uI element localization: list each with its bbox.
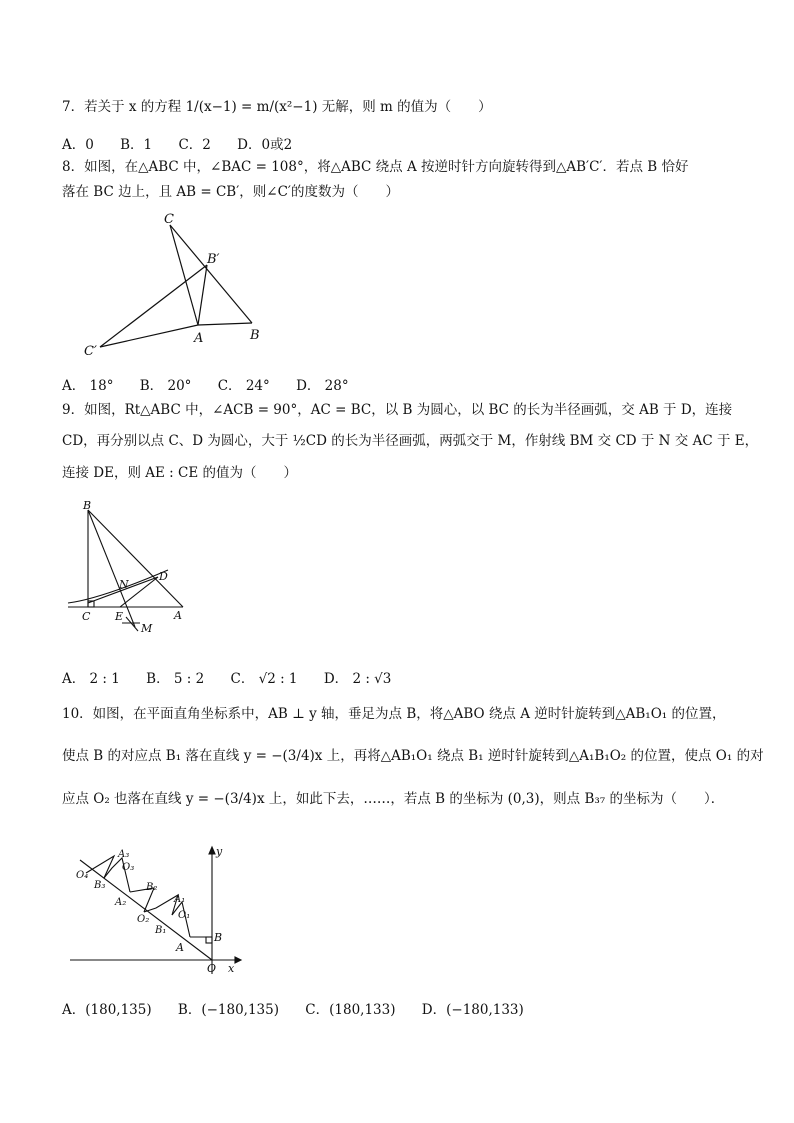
- q7-option-c[interactable]: C．2: [178, 137, 211, 153]
- q10-stem-line2: 使点 B 的对应点 B₁ 落在直线 y = −(3/4)x 上，再将△AB₁O₁ 绕点 B₁ 逆时针旋转到△A₁B₁O₂ 的位置，使点 O₁ 的对: [62, 748, 764, 764]
- q9-label-c: C: [82, 610, 91, 623]
- q10-label-o: O: [207, 962, 217, 975]
- q9-option-b[interactable]: B． 5 : 2: [146, 671, 205, 687]
- q8-figure: [70, 205, 280, 360]
- q8-seg-abp: [198, 265, 207, 325]
- q9-label-e: E: [115, 610, 124, 623]
- q9-ray-bm: [88, 510, 135, 627]
- q10-option-d[interactable]: D．(−180,133): [421, 1002, 524, 1018]
- q8-seg-ab: [198, 323, 252, 325]
- q7-options: [62, 133, 314, 153]
- q10-x-arrow: [235, 957, 241, 963]
- q10-label-o1: O₁: [178, 910, 191, 921]
- q9-stem-line2: CD，再分别以点 C、D 为圆心，大于 ½CD 的长为半径画弧，两弧交于 M，作射线 BM 交 CD 于 N 交 AC 于 E，: [62, 433, 759, 449]
- q9-arc-bc: [68, 570, 168, 603]
- q10-label-x: x: [228, 962, 235, 975]
- q9-label-b: B: [83, 499, 92, 512]
- q10-stem-line1: 10．如图，在平面直角坐标系中，AB ⊥ y 轴，垂足为点 B，将△ABO 绕点 A 逆时针旋转到△AB₁O₁ 的位置，: [62, 706, 726, 722]
- q8-label-cprime: C′: [84, 344, 97, 359]
- q8-option-c[interactable]: C． 24°: [217, 378, 270, 394]
- q10-options: [62, 998, 546, 1018]
- q9-option-d[interactable]: D． 2 : √3: [323, 671, 392, 687]
- q10-label-a3: A₃: [118, 849, 130, 860]
- q10-label-o2: O₂: [137, 914, 150, 925]
- q10-option-b[interactable]: B．(−180,135): [177, 1002, 279, 1018]
- q7-option-a[interactable]: A．0: [62, 137, 94, 153]
- q9-options: [62, 667, 413, 687]
- q10-label-a1: A₁: [174, 894, 186, 905]
- q7-option-b[interactable]: B．1: [120, 137, 153, 153]
- q9-stem-line3: 连接 DE，则 AE : CE 的值为（ ）: [62, 465, 297, 481]
- q8-stem-line2: 落在 BC 边上，且 AB = CB′，则∠C′的度数为（ ）: [62, 184, 399, 200]
- q8-stem-line1: 8．如图，在△ABC 中，∠BAC = 108°，将△ABC 绕点 A 按逆时针方向旋转得到△AB′C′．若点 B 恰好: [62, 159, 689, 175]
- q10-label-y: y: [216, 845, 223, 858]
- q8-label-b: B: [250, 328, 260, 343]
- q10-label-o4: O₄: [76, 870, 89, 881]
- q9-option-c[interactable]: C． √2 : 1: [230, 671, 298, 687]
- q8-option-d[interactable]: D． 28°: [296, 378, 349, 394]
- q10-label-b2: B₂: [146, 882, 158, 893]
- q10-label-b: B: [214, 931, 223, 944]
- q8-option-a[interactable]: A． 18°: [62, 378, 114, 394]
- q9-figure: [60, 495, 200, 643]
- q8-seg-cb: [170, 225, 252, 323]
- q8-label-a: A: [194, 331, 204, 346]
- q10-line-y34x: [80, 860, 212, 960]
- q8-label-c: C: [164, 212, 174, 227]
- q8-label-bprime: B′: [207, 252, 220, 267]
- q9-label-a: A: [174, 609, 182, 622]
- q7-stem: 7．若关于 x 的方程 1/(x−1) = m/(x²−1) 无解，则 m 的值为（ ）: [62, 99, 492, 115]
- q9-label-d: D: [159, 570, 168, 583]
- q10-label-o3: O₃: [122, 862, 135, 873]
- q10-stem-line3: 应点 O₂ 也落在直线 y = −(3/4)x 上，如此下去，……，若点 B 的坐标为 (0,3)，则点 B₃₇ 的坐标为（ ）．: [62, 791, 725, 807]
- q10-right-angle: [206, 937, 212, 943]
- q9-option-a[interactable]: A． 2 : 1: [62, 671, 120, 687]
- q7-option-d[interactable]: D．0或2: [237, 137, 293, 153]
- q9-label-n: N: [119, 578, 129, 591]
- q10-figure: [60, 840, 250, 978]
- q10-label-a: A: [176, 941, 184, 954]
- q9-stem-line1: 9．如图，Rt△ABC 中，∠ACB = 90°，AC = BC，以 B 为圆心，以 BC 的长为半径画弧，交 AB 于 D，连接: [62, 402, 733, 418]
- q9-label-m: M: [141, 622, 153, 635]
- q8-options: [62, 374, 371, 394]
- q8-option-b[interactable]: B． 20°: [139, 378, 192, 394]
- q10-label-b3: B₃: [94, 880, 106, 891]
- q10-label-a2: A₂: [115, 897, 127, 908]
- q10-label-b1: B₁: [155, 925, 167, 936]
- q9-seg-ba: [88, 510, 183, 607]
- q10-option-a[interactable]: A．(180,135): [62, 1002, 152, 1018]
- q10-y-arrow: [209, 847, 215, 854]
- q10-option-c[interactable]: C．(180,133): [305, 1002, 396, 1018]
